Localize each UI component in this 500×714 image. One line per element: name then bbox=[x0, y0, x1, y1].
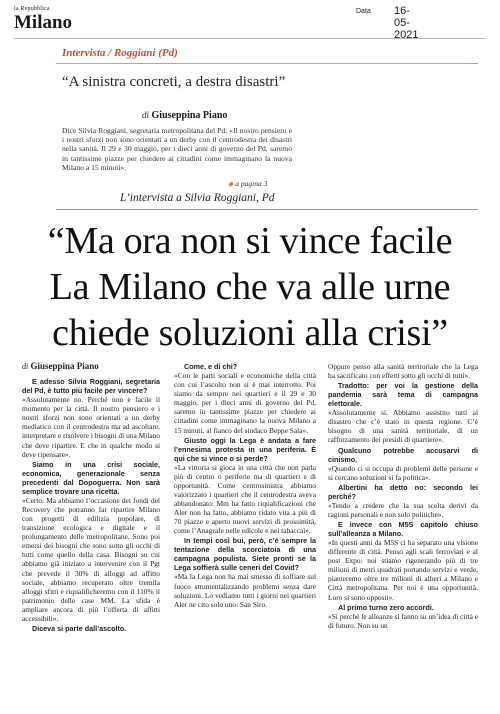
byline-prefix: di bbox=[22, 362, 29, 371]
interview-answer: «Tendo a credere che la sua scelta derivi da ragioni personali e non solo politiche». bbox=[328, 500, 478, 519]
headline-line-2: La Milano che va alle urne bbox=[49, 266, 451, 308]
interview-answer: «Certo. Ma abbiamo l’occasione dei fondi del Recovery che potranno far ripartire Milano con progetti di edilizia popolare, di transizione ecologica e digitale e il prolungamento delle metropolitane. Sono poi emersi dei bisogni che sono sotto gli occhi di tutti come quello della casa. Bisogni su cui abbiamo già iniziato a intervenire con il Pgt che prevede il 30% di alloggi ad affitto sociale, abbiamo recuperato oltre tremila alloggi sfitti e riqualificheremo con il 110% il patrimonio delle case MM. La sfida è ampliare ancora di più l’offerta di affitti accessibili». bbox=[22, 495, 160, 623]
byline-prefix: di bbox=[142, 110, 150, 120]
interview-question: E adesso Silvia Roggiani, segretaria del Pd, è tutto più facile per vincere? bbox=[22, 377, 160, 396]
masthead-small: la Repubblica bbox=[14, 6, 50, 12]
interview-question: Albertini ha detto no: secondo lei perché? bbox=[328, 482, 478, 501]
article-column-3 bbox=[328, 362, 478, 631]
interview-answer: «Si perché le alleanze si fanno su un’idea di città e di futuro. Non su un bbox=[328, 611, 478, 630]
teaser-summary: Dice Silvia Roggiani, segretaria metropolitana del Pd: «Il nostro pensiero e i nostri sforzi non sono orientati a un derby con il centrodestra dei disastri nella sanità. Il 29 e 30 maggio, per i dieci anni di governo del Pd, saremo in tantissime piazze per chiedere ai cittadini come immaginano la nuova Milano a 15 minuti». bbox=[62, 126, 292, 172]
interview-question: E invece con M5S capitolo chiuso sull’alleanza a Milano. bbox=[328, 519, 478, 538]
headline-line-1: “Ma ora non si vince facile bbox=[47, 220, 453, 262]
interview-question: Tradotto: per voi la gestione della pandemia sarà tema di campagna elettorale. bbox=[328, 381, 478, 409]
interview-question: Giusto oggi la Lega è andata a fare l’ennesima protesta in una periferia. È qui che si vince o si perde? bbox=[174, 435, 316, 463]
date-box bbox=[356, 5, 419, 41]
byline-name: Giuseppina Piano bbox=[151, 110, 228, 121]
top-rule bbox=[14, 38, 486, 39]
interview-question: Qualcuno potrebbe accusarvi di cinismo. bbox=[328, 445, 478, 464]
date-value: 16-05-2021 bbox=[394, 5, 419, 41]
interview-answer: «Assolutamente sì. Abbiamo assistito tutti al disastro che c’è stato in questa regione. C’è bisogno di una sanità territoriale, di un rafforzamento dei presidi di quartiere». bbox=[328, 408, 478, 445]
kicker-rule bbox=[56, 63, 478, 64]
teaser-byline bbox=[142, 110, 227, 121]
interview-question: In tempi così bui, però, c’è sempre la tentazione della scorciatoia di una campagna populista. Siete pronti se la Lega soffierà sulle ceneri del Covid? bbox=[174, 536, 316, 573]
teaser-title: “A sinistra concreti, a destra disastri” bbox=[62, 74, 286, 90]
separator-rule bbox=[56, 209, 478, 210]
interview-question: Come, e di chi? bbox=[184, 362, 238, 371]
date-label: Data bbox=[356, 8, 371, 15]
article-column-2 bbox=[174, 362, 316, 610]
page-reference[interactable] bbox=[228, 179, 267, 188]
interview-answer: «Con le parti sociali e economiche della città con cui l’ascolto non si è mai interrotto. Poi siamo da sempre nei quartieri e il 29 e 30 maggio, per i dieci anni di governo del Pd, saremo in tantissime piazze per chiedere ai cittadini come immaginano la nuova Milano a 15 minuti, al fianco del sindaco Beppe Sala». bbox=[174, 371, 316, 435]
diamond-icon: ◆ bbox=[228, 180, 234, 188]
page-reference-text: a pagina 3 bbox=[235, 179, 268, 188]
article-column-1 bbox=[22, 362, 160, 633]
interview-answer: «La vittoria si gioca in una città che non parla più di centro o periferie ma di quartieri e di opportunità. Come centrosinistra abbiamo valorizzato i quartieri che il centrodestra aveva abbandonato: Mm ha fatto riqualificazioni che Aler non ha fatto, abbiamo ridato vita a più di 70 piazze e aperto nuovi servizi di prossimità, come l’Anagrafe nelle edicole e nei tabaccai». bbox=[174, 462, 316, 536]
subhead: L’intervista a Silvia Roggiani, Pd bbox=[120, 192, 275, 204]
interview-answer: «Quando ci si occupa di problemi delle persone e si cercano soluzioni si fa politica». bbox=[328, 463, 478, 482]
interview-question: Al primo turno zero accordi. bbox=[338, 602, 434, 612]
article-byline bbox=[22, 362, 160, 371]
interview-answer: «Assolutamente no. Perché non è facile il momento per la città. Il nostro pensiero e i nostri sforzi non sono orientati a un derby mediatico con il centrodestra ma ad ascoltare, interpretare e risolvere i bisogni di una Milano che deve ripartire. E che in qualche modo si deve ripensare». bbox=[22, 395, 160, 459]
interview-answer: «In questi anni da M5S ci ha separato una visione differente di città. Penso agli scali ferroviari e al post Expo: noi stiamo rigenerando più di tre milioni di metri quadrati portando servizi e verde, pianteremo oltre tre milioni di alberi a Milano e Città metropolitana. Per noi è una opportunità. Loro si sono opposti». bbox=[328, 537, 478, 602]
interview-answer: «Ma la Lega non ha mai smesso di soffiare sul fuoco strumentalizzando problemi senza dare soluzioni. Lo vediamo tutti i giorni nei quartieri Aler ne cito solo uno: San Siro. bbox=[174, 572, 316, 609]
kicker: Intervista / Roggiani (Pd) bbox=[62, 47, 178, 59]
masthead bbox=[14, 6, 72, 33]
interview-question: Siamo in una crisi sociale, economica, generazionale senza precedenti dal Dopoguerra. Non sarà semplice trovare una ricetta. bbox=[22, 459, 160, 496]
interview-answer: Oppure penso alla sanità territoriale che la Lega ha sacrificato con effetti sotto gli occhi di tutti». bbox=[328, 362, 478, 381]
headline-line-3: chiede soluzioni alla crisi” bbox=[52, 312, 448, 354]
interview-question: Diceva si parte dall’ascolto. bbox=[32, 624, 127, 634]
masthead-title: Milano bbox=[14, 12, 73, 33]
byline-name: Giuseppina Piano bbox=[30, 361, 99, 371]
